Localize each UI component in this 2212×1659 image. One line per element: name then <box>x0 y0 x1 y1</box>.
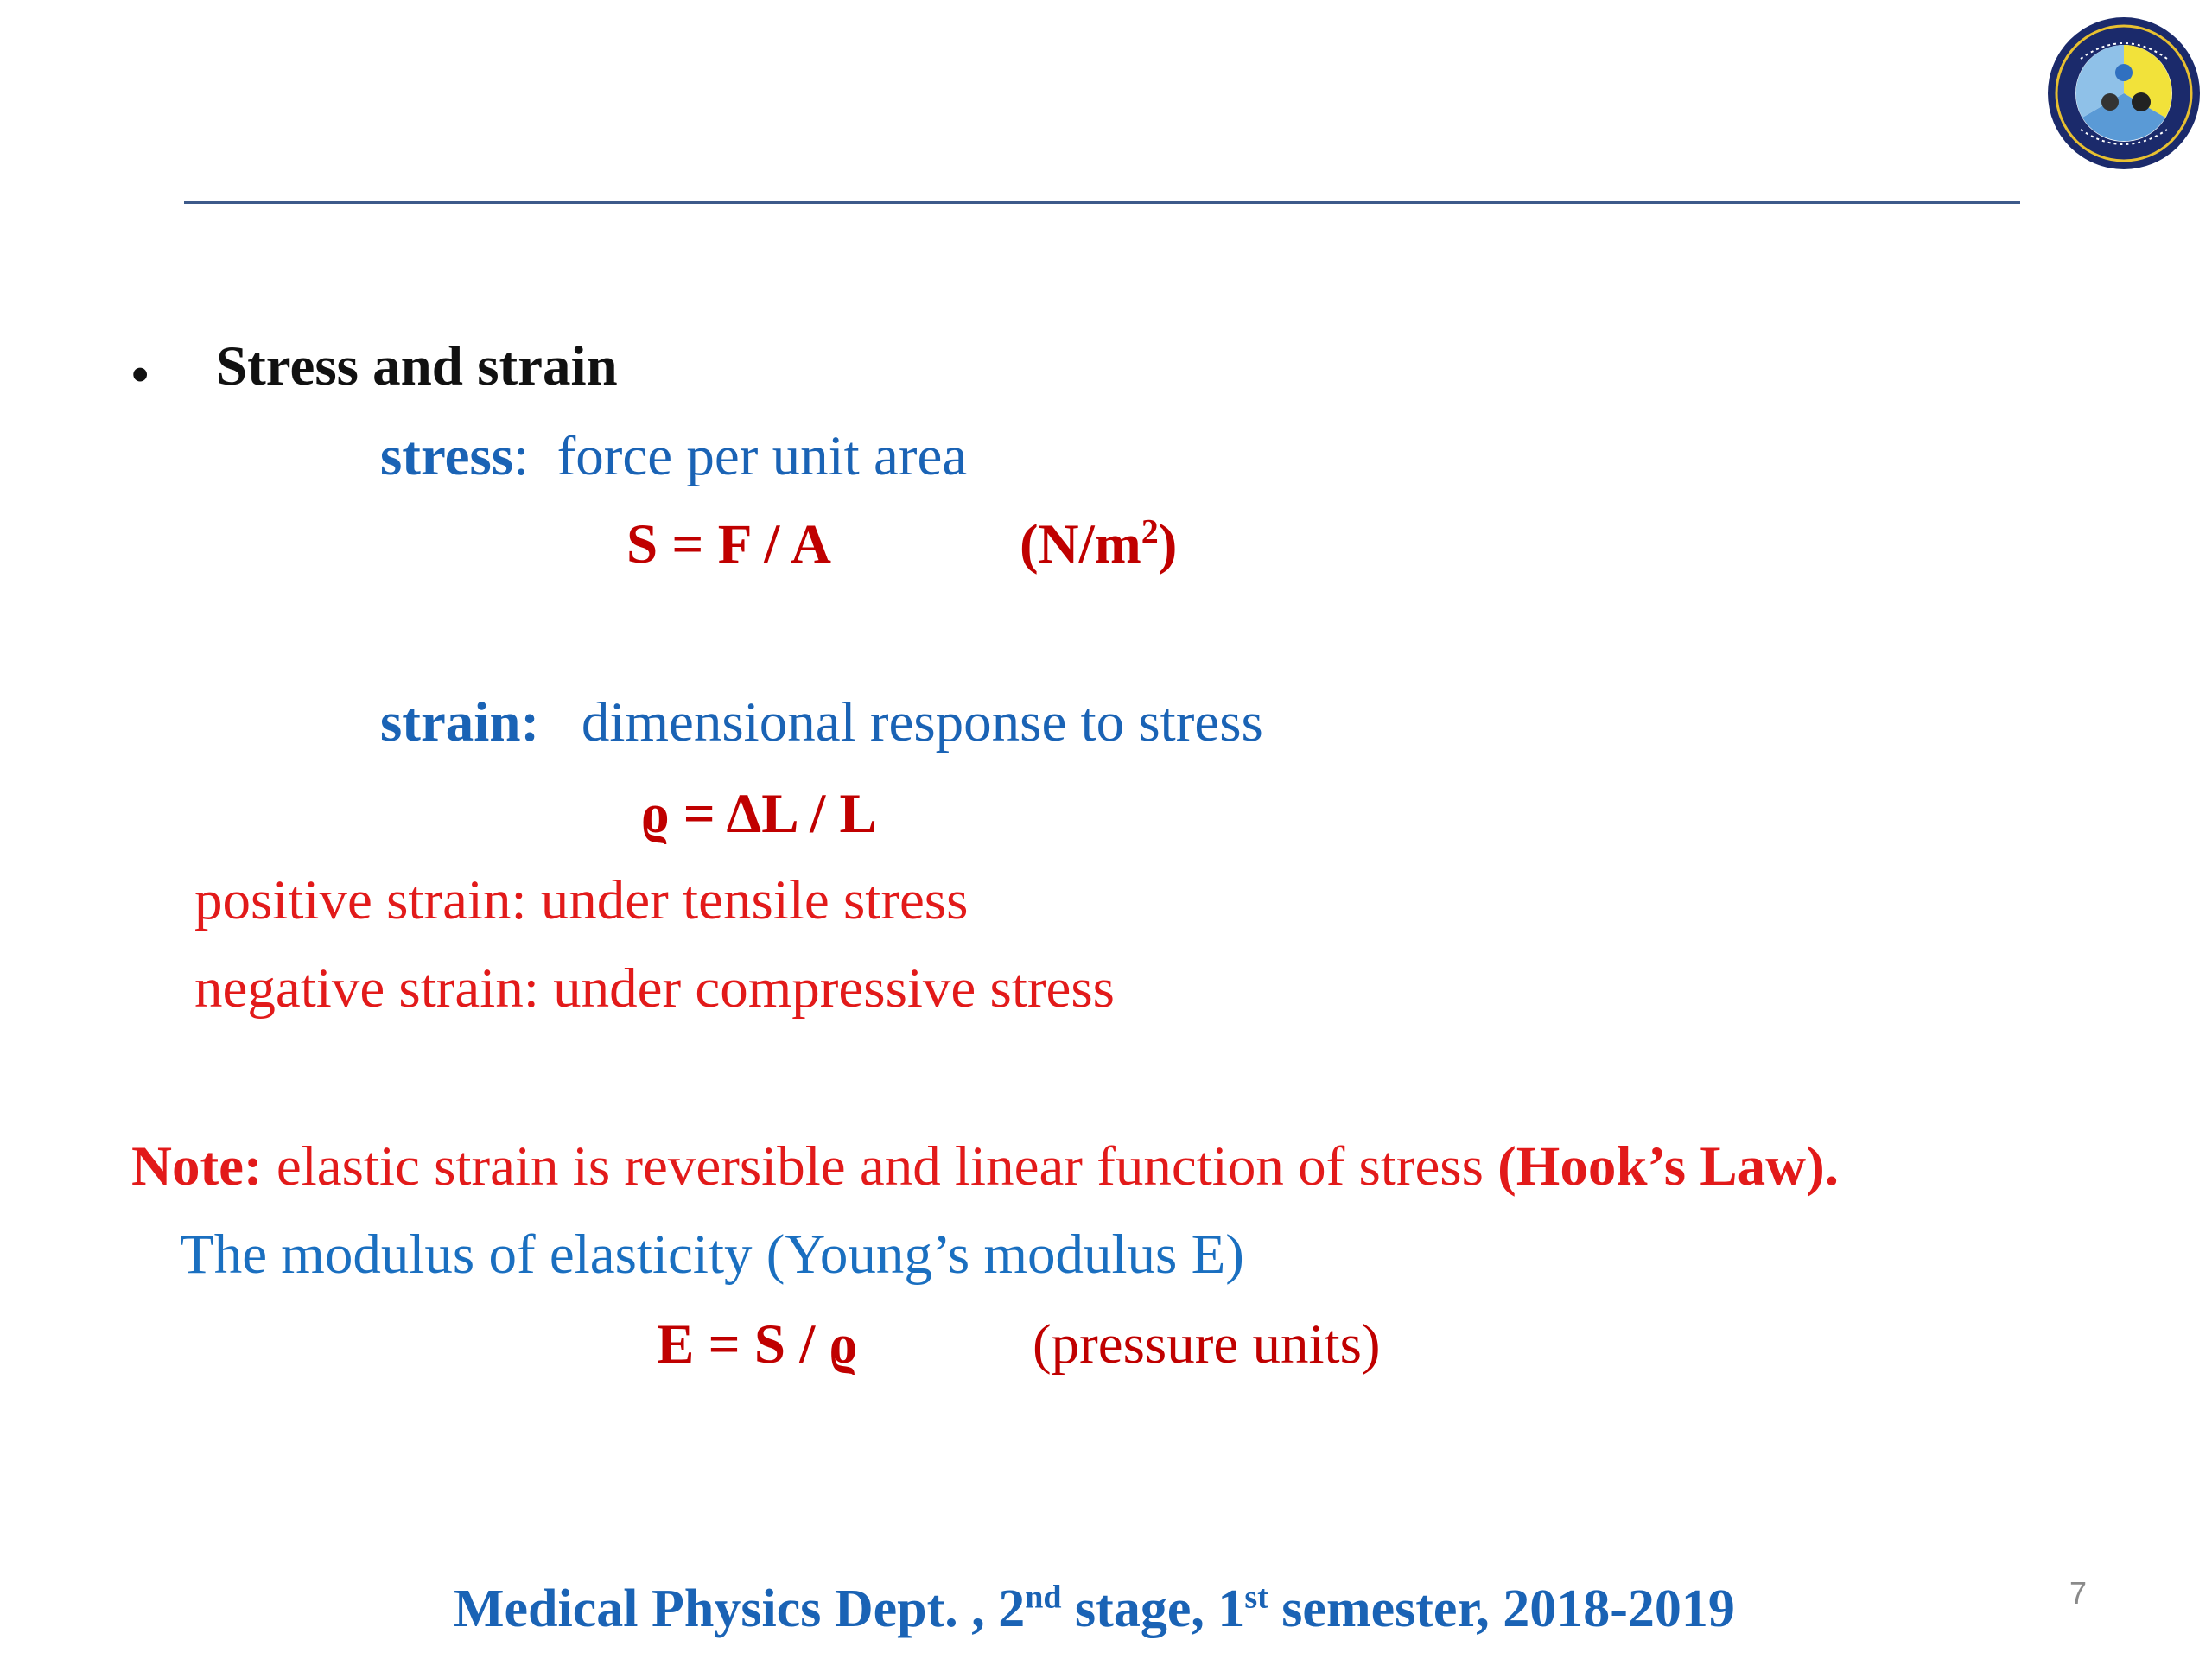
negative-strain-text: negative strain: under compressive stress <box>194 957 1115 1020</box>
stress-unit-exponent: 2 <box>1141 512 1159 551</box>
strain-term: strain: <box>380 691 540 753</box>
strain-definition: dimensional response to stress <box>581 691 1263 753</box>
modulus-formula: E = S / ϱ <box>657 1313 858 1376</box>
section-heading: Stress and strain <box>216 335 618 397</box>
footer-sup2: st <box>1244 1579 1268 1616</box>
stress-separator: : <box>513 425 530 487</box>
bullet-icon: • <box>131 346 149 403</box>
note-law: (Hook’s Law). <box>1497 1135 1839 1198</box>
footer-part2: stage, 1 <box>1061 1580 1245 1638</box>
strain-definition-line <box>380 691 1263 753</box>
strain-formula: ϱ = ΔL / L <box>641 783 877 845</box>
stress-term: stress <box>380 425 514 487</box>
university-college-seal-icon <box>2046 16 2202 171</box>
modulus-units: (pressure units) <box>1033 1313 1381 1376</box>
positive-strain-text: positive strain: under tensile stress <box>194 869 969 931</box>
stress-formula: S = F / A <box>626 513 831 575</box>
note-text: elastic strain is reversible and linear function of stress <box>262 1135 1498 1198</box>
stress-definition: force per unit area <box>556 425 968 487</box>
footer-part1: Medical Physics Dept. , 2 <box>454 1580 1026 1638</box>
footer-part3: semester, 2018-2019 <box>1268 1580 1735 1638</box>
stress-definition-line <box>380 425 968 487</box>
note-label: Note: <box>131 1135 263 1198</box>
header-rule <box>184 201 2020 204</box>
page-number: 7 <box>2069 1575 2088 1611</box>
footer-text <box>454 1579 1735 1640</box>
note-line <box>131 1135 1839 1198</box>
footer-sup1: nd <box>1025 1579 1062 1616</box>
modulus-description: The modulus of elasticity (Young’s modulus E) <box>180 1224 1244 1286</box>
stress-unit <box>1020 512 1178 575</box>
stress-unit-suffix: ) <box>1158 513 1178 575</box>
stress-unit-prefix: (N/m <box>1020 513 1141 575</box>
